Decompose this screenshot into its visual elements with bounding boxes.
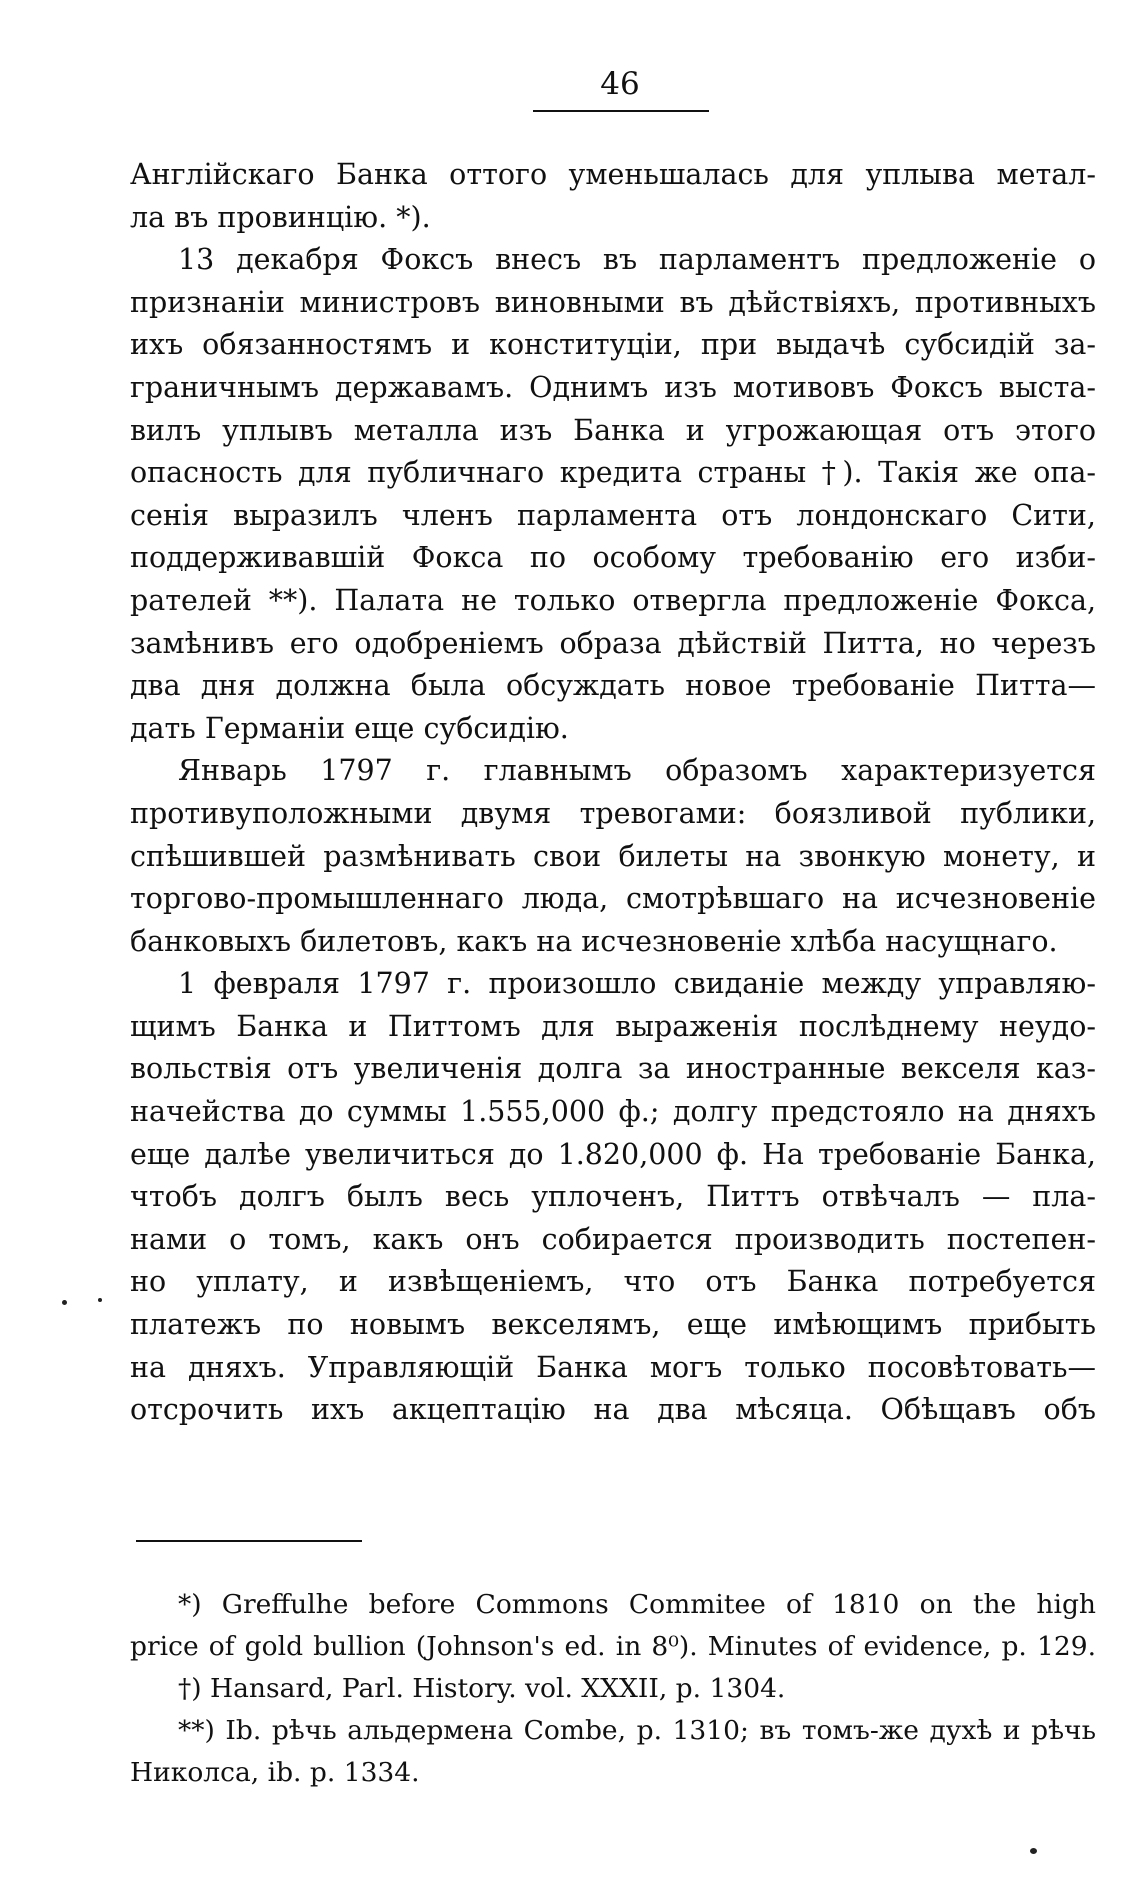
text-line: спѣшившей размѣнивать свои билеты на звонкую монету, и bbox=[130, 839, 1096, 873]
text-line: нами о томъ, какъ онъ собирается производить постепен- bbox=[130, 1222, 1096, 1256]
text-line: противуположными двумя тревогами: боязливой публики, bbox=[130, 796, 1096, 830]
text-line: ихъ обязанностямъ и конституціи, при выдачѣ субсидій за- bbox=[130, 328, 1096, 362]
text-line: Январь 1797 г. главнымъ образомъ характеризуется bbox=[178, 754, 1096, 788]
footnote-line: price of gold bullion (Johnson's ed. in 8⁰). Minutes of evidence, p. 129. bbox=[130, 1631, 1096, 1662]
text-line: вольствія отъ увеличенія долга за иностранные векселя каз- bbox=[130, 1052, 1096, 1086]
text-line: еще далѣе увеличиться до 1.820,000 ф. На требованіе Банка, bbox=[130, 1137, 1096, 1171]
text-line: отсрочить ихъ акцептацію на два мѣсяца. Обѣщавъ объ bbox=[130, 1393, 1096, 1427]
footnote-separator bbox=[136, 1540, 362, 1542]
text-line: на дняхъ. Управляющій Банка могъ только посовѣтовать— bbox=[130, 1350, 1096, 1384]
text-line: Англійскаго Банка оттого уменьшалась для уплыва метал- bbox=[130, 158, 1096, 191]
text-line: чтобъ долгъ былъ весь уплоченъ, Питтъ отвѣчалъ — пла- bbox=[130, 1180, 1096, 1214]
text-line: торгово-промышленнаго люда, смотрѣвшаго на исчезновеніе bbox=[130, 882, 1096, 916]
text-line: 1 февраля 1797 г. произошло свиданіе между управляю- bbox=[178, 967, 1096, 1001]
footnote-line: †) Hansard, Parl. History. vol. XXXII, p. 1304. bbox=[178, 1673, 786, 1704]
text-line: но уплату, и извѣщеніемъ, что отъ Банка потребуется bbox=[130, 1265, 1096, 1299]
footnote-line: **) Ib. рѣчь альдермена Combe, p. 1310; въ томъ-же духѣ и рѣчь bbox=[178, 1715, 1096, 1746]
text-line: дать Германіи еще субсидію. bbox=[130, 711, 569, 745]
footnote-line: Николса, ib. p. 1334. bbox=[130, 1757, 420, 1788]
print-speck bbox=[1030, 1848, 1037, 1854]
text-line: начейства до суммы 1.555,000 ф.; долгу предстояло на дняхъ bbox=[130, 1095, 1096, 1129]
print-speck bbox=[98, 1298, 102, 1302]
page-number: 46 bbox=[600, 66, 640, 102]
text-line: опасность для публичнаго кредита страны †). Такія же опа- bbox=[130, 456, 1096, 490]
text-line: банковыхъ билетовъ, какъ на исчезновеніе хлѣба насущнаго. bbox=[130, 924, 1058, 958]
text-line: поддерживавшій Фокса по особому требованію его изби- bbox=[130, 541, 1096, 575]
body-text bbox=[130, 154, 1096, 1432]
footnote-line: *) Greffulhe before Commons Commitee of 1810 on the high bbox=[178, 1589, 1096, 1620]
text-line: платежъ по новымъ векселямъ, еще имѣющимъ прибыть bbox=[130, 1308, 1096, 1342]
text-line: 13 декабря Фоксъ внесъ въ парламентъ предложеніе о bbox=[178, 243, 1096, 277]
text-line: ла въ провинцію. *). bbox=[130, 200, 431, 234]
text-line: щимъ Банка и Питтомъ для выраженія послѣднему неудо- bbox=[130, 1009, 1096, 1043]
text-line: сенія выразилъ членъ парламента отъ лондонскаго Сити, bbox=[130, 498, 1096, 532]
text-line: замѣнивъ его одобреніемъ образа дѣйствій Питта, но черезъ bbox=[130, 626, 1096, 660]
text-line: признаніи министровъ виновными въ дѣйствіяхъ, противныхъ bbox=[130, 285, 1096, 319]
text-line: рателей **). Палата не только отвергла предложеніе Фокса, bbox=[130, 583, 1096, 617]
text-line: два дня должна была обсуждать новое требованіе Питта— bbox=[130, 669, 1096, 703]
page-number-rule bbox=[533, 110, 709, 112]
print-speck bbox=[62, 1300, 67, 1305]
text-line: вилъ уплывъ металла изъ Банка и угрожающая отъ этого bbox=[130, 413, 1096, 447]
footnotes bbox=[130, 1584, 1096, 1794]
text-line: граничнымъ державамъ. Однимъ изъ мотивовъ Фоксъ выста- bbox=[130, 370, 1096, 404]
